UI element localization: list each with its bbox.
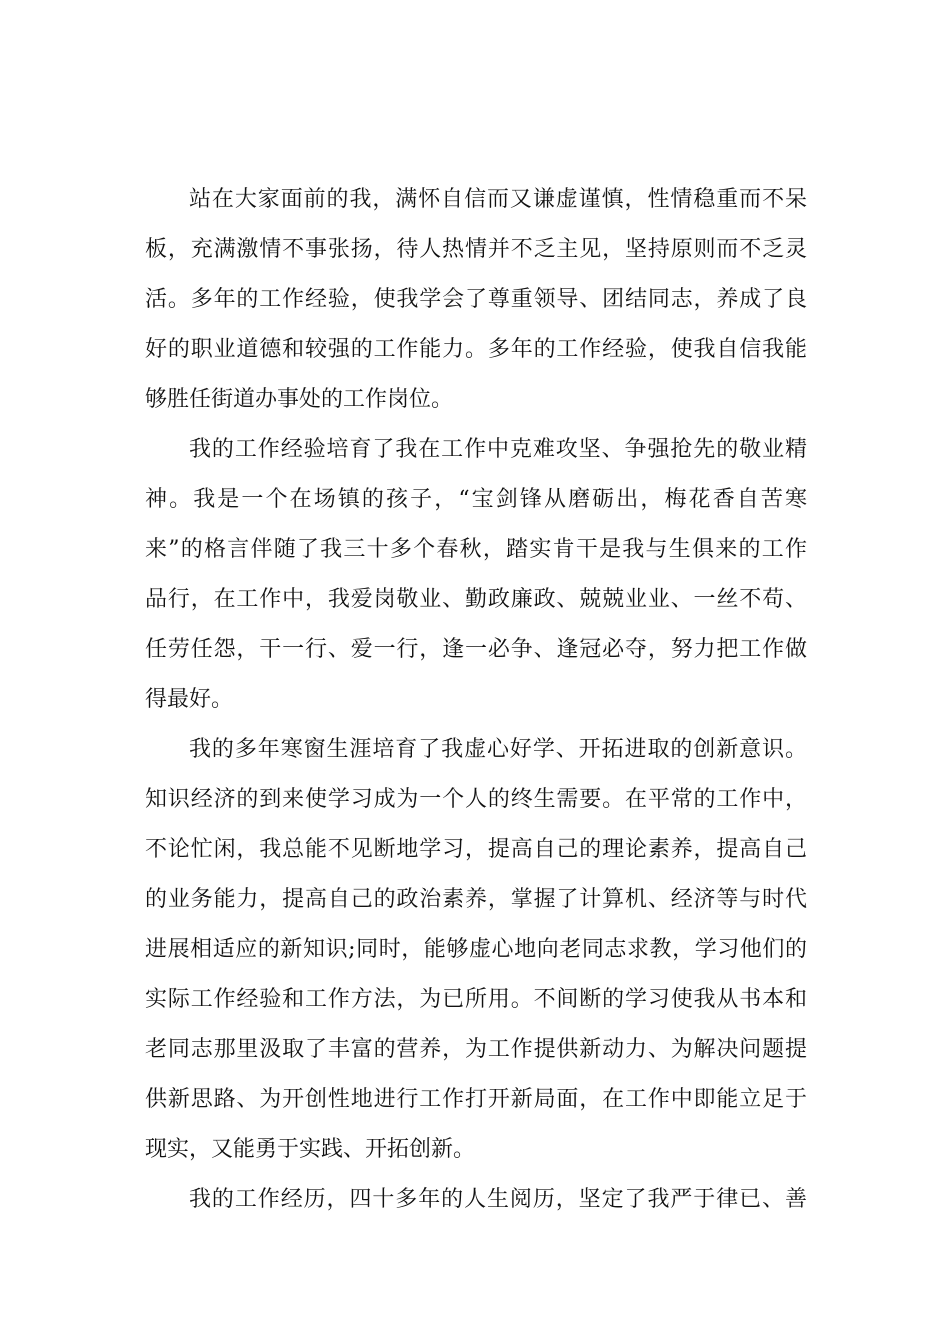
- text-line: 得最好。: [145, 687, 234, 712]
- text-line: 活。多年的工作经验，使我学会了尊重领导、团结同志，养成了良: [145, 287, 807, 312]
- text-line: 现实，又能勇于实践、开拓创新。: [145, 1137, 476, 1162]
- text-line: 站在大家面前的我，满怀自信而又谦虚谨慎，性情稳重而不呆: [189, 187, 807, 212]
- paragraph-3: [145, 725, 807, 1175]
- text-line: 不论忙闲，我总能不见断地学习，提高自己的理论素养，提高自己: [145, 837, 807, 862]
- text-line: 我的工作经验培育了我在工作中克难攻坚、争强抢先的敬业精: [189, 437, 807, 462]
- text-line: 供新思路、为开创性地进行工作打开新局面，在工作中即能立足于: [145, 1087, 807, 1112]
- text-line: 品行，在工作中，我爱岗敬业、勤政廉政、兢兢业业、一丝不苟、: [145, 587, 807, 612]
- text-line: 神。我是一个在场镇的孩子，“宝剑锋从磨砺出，梅花香自苦寒: [145, 487, 807, 512]
- text-line: 进展相适应的新知识;同时，能够虚心地向老同志求教，学习他们的: [145, 937, 807, 962]
- text-line: 我的工作经历，四十多年的人生阅历，坚定了我严于律已、善: [189, 1187, 807, 1212]
- text-line: 实际工作经验和工作方法，为已所用。不间断的学习使我从书本和: [145, 987, 807, 1012]
- text-line: 好的职业道德和较强的工作能力。多年的工作经验，使我自信我能: [145, 337, 807, 362]
- text-line: 我的多年寒窗生涯培育了我虚心好学、开拓进取的创新意识。: [189, 737, 807, 762]
- text-line: 任劳任怨，干一行、爱一行，逢一必争、逢冠必夺，努力把工作做: [145, 637, 807, 662]
- text-line: 够胜任街道办事处的工作岗位。: [145, 387, 454, 412]
- text-line: 老同志那里汲取了丰富的营养，为工作提供新动力、为解决问题提: [145, 1037, 807, 1062]
- paragraph-1: [145, 175, 807, 425]
- text-line: 的业务能力，提高自己的政治素养，掌握了计算机、经济等与时代: [145, 887, 807, 912]
- text-line: 知识经济的到来使学习成为一个人的终生需要。在平常的工作中，: [145, 787, 807, 812]
- paragraph-4: [145, 1175, 807, 1225]
- text-line: 板，充满激情不事张扬，待人热情并不乏主见，坚持原则而不乏灵: [145, 237, 807, 262]
- paragraph-2: [145, 425, 807, 725]
- document-body: [145, 175, 807, 1225]
- text-line: 来”的格言伴随了我三十多个春秋，踏实肯干是我与生俱来的工作: [145, 537, 807, 562]
